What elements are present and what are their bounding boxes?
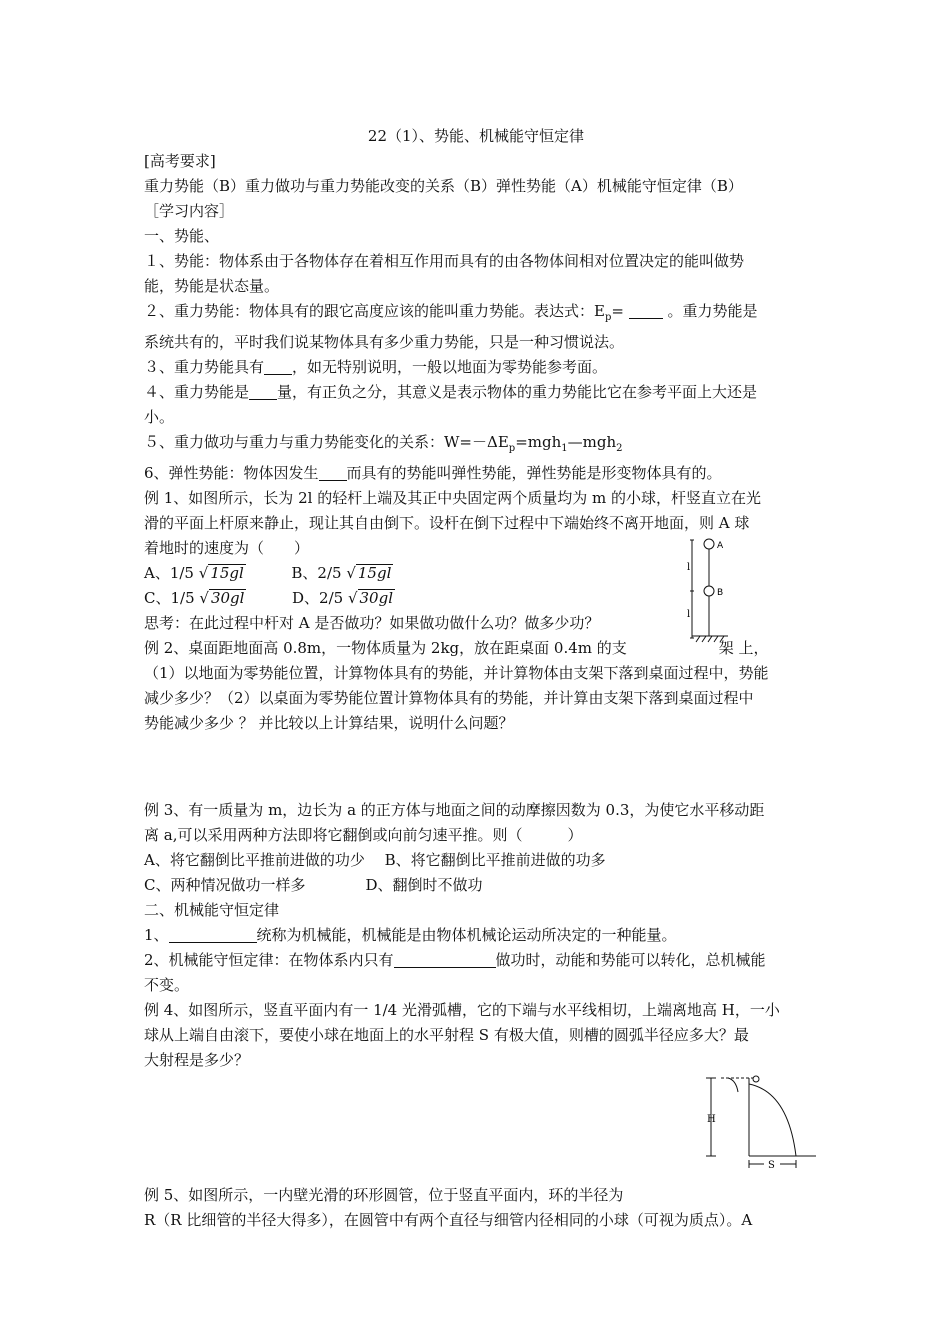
item-2-text: ２、重力势能：物体具有的跟它高度应该的能叫重力势能。表达式：E bbox=[144, 302, 605, 320]
example-3-line-1: 例 3、有一质量为 m，边长为 a 的正方体与地面之间的动摩擦因数为 0.3，为使它水平移动距 bbox=[144, 801, 765, 819]
rod-balls-figure bbox=[680, 538, 744, 644]
fill-blank-conservation-condition[interactable] bbox=[394, 951, 496, 968]
trajectory-curve bbox=[749, 1084, 796, 1156]
example-3-options-2: C、两种情况做功一样多 D、翻倒时不做功 bbox=[144, 876, 483, 894]
example-4-line-2: 球从上端自由滚下，要使小球在地面上的水平射程 S 有极大值，则槽的圆弧半径应多大？最 bbox=[144, 1026, 749, 1044]
radicand: 30gl bbox=[210, 589, 245, 607]
mech-item-2-line-2: 不变。 bbox=[144, 976, 190, 994]
example-2-line-2: （1）以地面为零势能位置，计算物体具有的势能，并计算物体由支架下落到桌面过程中，势能 bbox=[144, 664, 769, 682]
requirements-heading: [高考要求] bbox=[144, 152, 216, 170]
label-h: H bbox=[707, 1114, 716, 1125]
mech-item-1-text: 1、 bbox=[144, 926, 169, 944]
example-5-line-1: 例 5、如图所示，一内壁光滑的环形圆管，位于竖直平面内，环的半径为 bbox=[144, 1186, 624, 1204]
item-2-line-2: 系统共有的，平时我们说某物体具有多少重力势能，只是一种习惯说法。 bbox=[144, 333, 625, 351]
option-c-label: C、1/5 bbox=[144, 589, 200, 607]
mech-item-2-text-post: 做功时，动能和势能可以转化，总机械能 bbox=[495, 951, 766, 969]
requirements-text: 重力势能（B）重力做功与重力势能改变的关系（B）弹性势能（A）机械能守恒定律（B） bbox=[144, 177, 743, 195]
ball-a bbox=[704, 539, 714, 549]
example-3-options-1: A、将它翻倒比平推前进做的功少 B、将它翻倒比平推前进做的功多 bbox=[144, 851, 606, 869]
sqrt-30gl: √ 30gl bbox=[347, 589, 394, 607]
sqrt-30gl: √ 30gl bbox=[199, 589, 245, 607]
example-2-line-3: 减少多少？（2）以桌面为零势能位置计算物体具有的势能，并计算由支架下落到桌面过程中 bbox=[144, 689, 754, 707]
learning-heading: ［学习内容］ bbox=[144, 202, 235, 220]
example-4-line-1: 例 4、如图所示，竖直平面内有一 1/4 光滑弧槽，它的下端与水平线相切，上端离地高 H，一小 bbox=[144, 1001, 780, 1019]
subscript: 1 bbox=[561, 443, 568, 454]
example-1-line-2: 滑的平面上杆原来静止，现让其自由倒下。设杆在倒下过程中下端始终不离开地面，则 A 球 bbox=[144, 514, 750, 532]
option-a[interactable] bbox=[144, 564, 246, 582]
subscript: p bbox=[604, 312, 612, 323]
item-1-line-2: 能，势能是状态量。 bbox=[144, 277, 280, 295]
item-6 bbox=[144, 461, 808, 486]
subscript: 2 bbox=[616, 443, 623, 454]
ball-b bbox=[704, 586, 714, 596]
option-c[interactable] bbox=[144, 589, 246, 607]
fill-blank-deformation[interactable] bbox=[319, 464, 347, 481]
label-l-lower: l bbox=[687, 609, 691, 620]
item-2-text-post: 。重力势能是 bbox=[662, 302, 758, 320]
item-3-text: ３、重力势能具有 bbox=[144, 358, 265, 376]
item-6-text: 6、弹性势能：物体因发生 bbox=[144, 464, 319, 482]
sqrt-15gl: √ 15gl bbox=[198, 564, 244, 582]
item-3 bbox=[144, 355, 808, 380]
item-5-formula: =mgh bbox=[515, 433, 562, 451]
label-a: A bbox=[717, 541, 724, 551]
radicand: 30gl bbox=[359, 589, 394, 607]
option-b[interactable] bbox=[291, 564, 393, 582]
radicand: 15gl bbox=[357, 564, 392, 582]
option-a-label: A、1/5 bbox=[144, 564, 199, 582]
item-4-text: ４、重力势能是 bbox=[144, 383, 250, 401]
mech-item-2-line-1 bbox=[144, 948, 808, 973]
label-b: B bbox=[717, 588, 724, 598]
radicand: 15gl bbox=[210, 564, 244, 582]
item-5 bbox=[144, 430, 808, 461]
option-d[interactable] bbox=[292, 589, 395, 607]
item-5-formula-2: —mgh bbox=[567, 433, 617, 451]
example-3-line-2: 离 a,可以采用两种方法即将它翻倒或向前匀速平推。则（ ） bbox=[144, 826, 583, 844]
document-body bbox=[144, 124, 808, 1233]
item-4-text-post: 量，有正负之分，其意义是表示物体的重力势能比它在参考平面上大还是 bbox=[277, 383, 758, 401]
section-1-heading: 一、势能、 bbox=[144, 227, 220, 245]
label-s: S bbox=[768, 1160, 775, 1171]
equals: = bbox=[611, 302, 629, 320]
section-2-heading: 二、机械能守恒定律 bbox=[144, 901, 280, 919]
fill-blank-mechanical-energy[interactable] bbox=[169, 926, 257, 943]
quarter-arc-track bbox=[728, 1078, 738, 1092]
sqrt-15gl: √ 15gl bbox=[346, 564, 392, 582]
example-1-think: 思考：在此过程中杆对 A 是否做功？如果做功做什么功？做多少功？ bbox=[144, 614, 600, 632]
example-4-line-3: 大射程是多少？ bbox=[144, 1051, 250, 1069]
item-2-line-1 bbox=[144, 299, 808, 330]
quarter-arc-figure bbox=[700, 1072, 820, 1172]
example-2-text-post: 架 上， bbox=[718, 639, 769, 657]
example-2-text: 例 2、桌面距地面高 0.8m，一物体质量为 2kg，放在距桌面 0.4m 的支 bbox=[144, 639, 627, 657]
example-1-line-1: 例 1、如图所示，长为 2l 的轻杆上端及其正中央固定两个质量均为 m 的小球，杆竖直立在光 bbox=[144, 489, 761, 507]
item-4-line-1 bbox=[144, 380, 808, 405]
label-l-upper: l bbox=[687, 562, 691, 573]
page-title: 22（1）、势能、机械能守恒定律 bbox=[367, 127, 585, 145]
fill-blank-expression[interactable] bbox=[629, 302, 663, 319]
fill-blank-quantity[interactable] bbox=[249, 383, 277, 400]
ball bbox=[753, 1076, 759, 1082]
subscript: p bbox=[508, 443, 516, 454]
mech-item-1 bbox=[144, 923, 808, 948]
option-d-label: D、2/5 bbox=[292, 589, 348, 607]
mech-item-1-text-post: 统称为机械能，机械能是由物体机械论运动所决定的一种能量。 bbox=[256, 926, 677, 944]
fill-blank-relativity[interactable] bbox=[264, 358, 292, 375]
example-5-line-2: R（R 比细管的半径大得多），在圆管中有两个直径与细管内径相同的小球（可视为质点）。A bbox=[144, 1211, 753, 1229]
item-1-line-1: １、势能：物体系由于各物体存在着相互作用而具有的由各物体间相对位置决定的能叫做势 bbox=[144, 252, 745, 270]
example-1-line-3: 着地时的速度为（ ） bbox=[144, 539, 310, 557]
item-5-text: ５、重力做功与重力与重力势能变化的关系：W=－ΔE bbox=[144, 433, 509, 451]
example-2-line-4: 势能减少多少 ？ 并比较以上计算结果，说明什么问题？ bbox=[144, 714, 514, 732]
item-4-line-2: 小。 bbox=[144, 408, 175, 426]
option-b-label: B、2/5 bbox=[291, 564, 347, 582]
item-6-text-post: 而具有的势能叫弹性势能，弹性势能是形变物体具有的。 bbox=[346, 464, 722, 482]
mech-item-2-text: 2、机械能守恒定律：在物体系内只有 bbox=[144, 951, 394, 969]
item-3-text-post: ，如无特别说明，一般以地面为零势能参考面。 bbox=[292, 358, 608, 376]
